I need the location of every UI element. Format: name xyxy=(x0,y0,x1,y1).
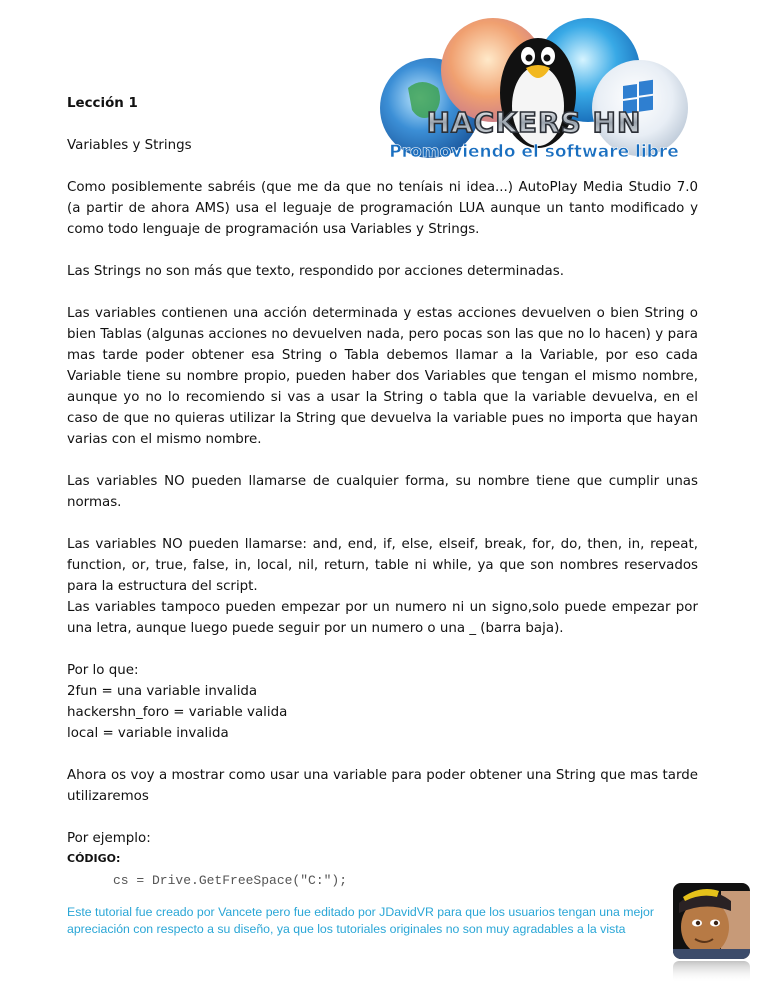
paragraph-variables: Las variables contienen una acción determinada y estas acciones devuelven o bien String o bien Tablas (algunas acciones no devuelven nada, pero pocas son las que no lo hacen) y para mas tarde poder obtener esa String o Tabla debemos llamar a la Variable, por eso cada Variable tiene su nombre propio, pueden haber dos Variables que tengan el mismo nombre, aunque yo no lo recomiendo si vas a usar la String o tabla que la variable devuelva, en el caso de que no quieras utilizar la String que devuelva la variable pues no importa que hayan varias con el mismo nombre. xyxy=(67,306,698,447)
logo-title: HACKERS HN xyxy=(426,106,642,139)
paragraph-strings: Las Strings no son más que texto, respondido por acciones determinadas. xyxy=(67,264,564,279)
code-snippet: cs = Drive.GetFreeSpace("C:"); xyxy=(113,873,348,888)
example-item: hackershn_foro = variable valida xyxy=(67,705,288,720)
paragraph-example-intro: Por ejemplo: xyxy=(67,831,151,846)
footer-note: Este tutorial fue creado por Vancete pero fue editado por JDavidVR para que los usuarios tengan una mejor apreciación con respecto a su diseño, ya que los tutoriales originales no son muy agradables a la vista xyxy=(67,905,654,936)
paragraph-start-rules: Las variables tampoco pueden empezar por un numero ni un signo,solo puede empezar por una letra, aunque luego puede seguir por un numero o una _ (barra baja). xyxy=(67,600,698,636)
lesson-subtitle: Variables y Strings xyxy=(67,138,192,153)
paragraph-intro: Como posiblemente sabréis (que me da que no teníais ni idea...) AutoPlay Media Studio 7.0 (a partir de ahora AMS) usa el leguaje de programación LUA aunque un tanto modificado y como todo lenguaje de programación usa Variables y Strings. xyxy=(67,180,698,237)
example-item: local = variable invalida xyxy=(67,726,229,741)
paragraph-usage: Ahora os voy a mostrar como usar una variable para poder obtener una String que mas tarde utilizaremos xyxy=(67,768,698,804)
example-item: 2fun = una variable invalida xyxy=(67,684,258,699)
author-avatar-image xyxy=(673,883,750,983)
lesson-title: Lección 1 xyxy=(67,96,138,111)
paragraph-reserved-words: Las variables NO pueden llamarse: and, end, if, else, elseif, break, for, do, then, in, repeat, function, or, true, false, in, local, nil, return, table ni while, ya que son nombres reservados para la estructura del script. Las variables tampoco pueden empezar por un numero ni un signo,solo puede empezar por una letra, aunque luego puede seguir por un numero o una _ (barra baja). xyxy=(67,534,698,639)
examples-intro: Por lo que: xyxy=(67,663,139,678)
code-label: CÓDIGO: xyxy=(67,852,121,865)
paragraph-naming-rules: Las variables NO pueden llamarse de cualquier forma, su nombre tiene que cumplir unas normas. xyxy=(67,474,698,510)
examples-list xyxy=(67,660,698,744)
hackers-hn-logo xyxy=(378,8,690,166)
logo-tagline: Promoviendo el software libre xyxy=(389,142,679,162)
